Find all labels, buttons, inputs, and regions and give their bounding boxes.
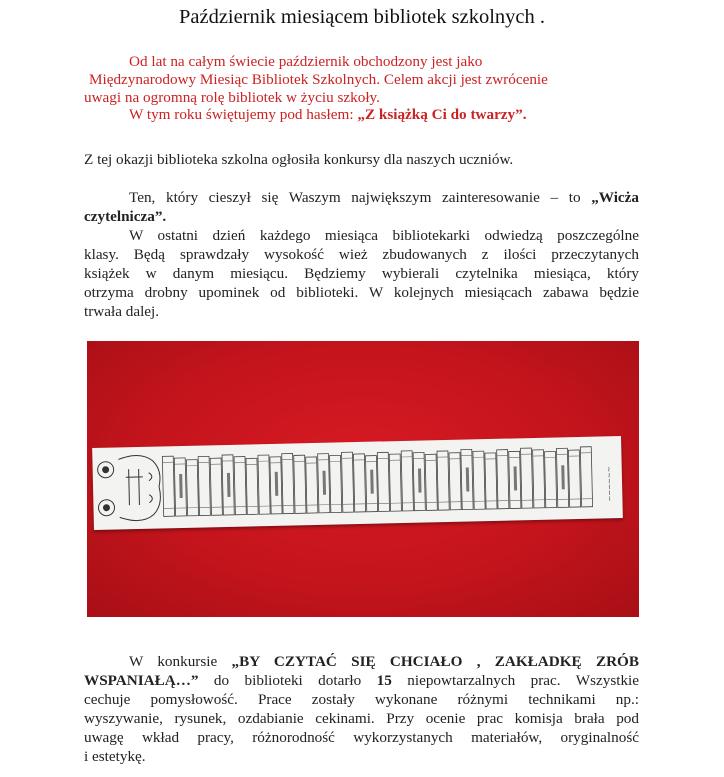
intro-line-3: uwagi na ogromną rolę bibliotek w życiu szkoły. [84, 88, 380, 106]
book-drawing [162, 456, 174, 516]
book-drawing [282, 453, 294, 513]
book-spine-mark [227, 473, 231, 497]
book-drawing [294, 455, 306, 513]
book-drawing [473, 451, 485, 509]
motto-line [84, 106, 624, 124]
contest1-name-2: czytelnicza”. [84, 208, 167, 225]
paper-strip [92, 436, 623, 530]
contest2-lead: W konkursie [129, 653, 232, 670]
contest2-line: i estetykę. [84, 748, 146, 765]
book-spine-mark [179, 474, 183, 498]
contest1-lead: Ten, który cieszył się Waszym największym zainteresowanie – to [129, 189, 592, 206]
owl-drawing [97, 455, 161, 522]
contest1-line: W ostatni dzień każdego miesiąca bibliotekarki odwiedzą poszczególne [129, 227, 639, 244]
contest1-name-line [84, 207, 639, 226]
book-drawing [377, 452, 389, 511]
book-drawing [330, 455, 342, 512]
book-drawing [234, 457, 246, 515]
announcement-text: Z tej okazji biblioteka szkolna ogłosiła konkursy dla naszych uczniów. [84, 151, 514, 168]
contest2-line: cechuje pomysłowość. Prace zostały wykonane różnymi technikami np.: [84, 691, 639, 708]
book-drawing [401, 451, 413, 511]
contest1-line: książek w danym miesiącu. Będziemy wybierali czytelnika miesiąca, który [84, 265, 639, 282]
book-drawing [210, 458, 222, 515]
contest2-line: wyszywanie, rysunek, ozdabianie cekinami. Przy ocenie prac komisja brała pod [84, 710, 639, 727]
contest2-name-end: WSPANIAŁĄ…” [84, 672, 199, 689]
book-drawing [497, 450, 509, 509]
contest2-after-name: do biblioteki dotarło [198, 672, 377, 689]
announcement [84, 150, 639, 169]
contest2-after-count: niepowtarzalnych prac. Wszystkie [391, 672, 639, 689]
contest1-paragraph [84, 188, 639, 321]
book-spine-mark [561, 465, 565, 489]
book-drawing [342, 452, 354, 512]
contest1-line: klasy. Będą sprawdzały wysokość wież zbudowanych z ilości przeczytanych [84, 246, 639, 263]
book-drawing [521, 448, 533, 508]
book-drawing [258, 455, 270, 514]
motto: „Z książką Ci do twarzy”. [357, 106, 527, 124]
contest1-lead-line [84, 188, 639, 207]
contest2-count: 15 [376, 672, 392, 689]
book-drawing [389, 454, 401, 511]
book-drawing [568, 450, 580, 507]
bookshelf-photo [87, 341, 639, 617]
contest2-name: „BY CZYTAĆ SIĘ CHCIAŁO , ZAKŁADKĘ ZRÓB [231, 653, 639, 670]
intro-line-1: Od lat na całym świecie październik obchodzony jest jako [129, 53, 483, 70]
book-spine-mark [275, 472, 279, 496]
book-drawing [198, 456, 210, 515]
book-drawing [353, 454, 365, 512]
book-spine-mark [466, 467, 470, 491]
strip-handwriting: ~~~~~~ [604, 466, 614, 502]
contest1-line: otrzyma drobny upominek od biblioteki. W kolejnych miesiącach zabawa będzie [84, 284, 639, 301]
intro-paragraph [84, 53, 624, 124]
book-drawing [449, 453, 461, 510]
contest1-name-1: „Wicża [591, 189, 639, 206]
contest2-paragraph [84, 652, 639, 766]
contest2-lead-line [84, 652, 639, 671]
contest2-second-line [84, 671, 639, 690]
intro-line-2: Międzynarodowy Miesiąc Bibliotek Szkolnych. Celem akcji jest zwrócenie [89, 70, 548, 88]
page-title: Październik miesiącem bibliotek szkolnych . [178, 6, 546, 28]
book-drawing [437, 451, 449, 510]
bookshelf-strip-drawing [92, 436, 623, 530]
book-spine-mark [514, 466, 518, 490]
book-spine-mark [418, 469, 422, 493]
contest1-line: trwała dalej. [84, 303, 160, 320]
book-drawing [580, 447, 592, 507]
book-drawing [533, 450, 545, 508]
book-spine-mark [323, 471, 327, 495]
motto-prefix: W tym roku świętujemy pod hasłem: [129, 106, 358, 124]
book-spine-mark [370, 470, 374, 494]
contest2-line: uwagę wkład pracy, różnorodność wykorzystanych materiałów, oryginalność [84, 729, 639, 746]
